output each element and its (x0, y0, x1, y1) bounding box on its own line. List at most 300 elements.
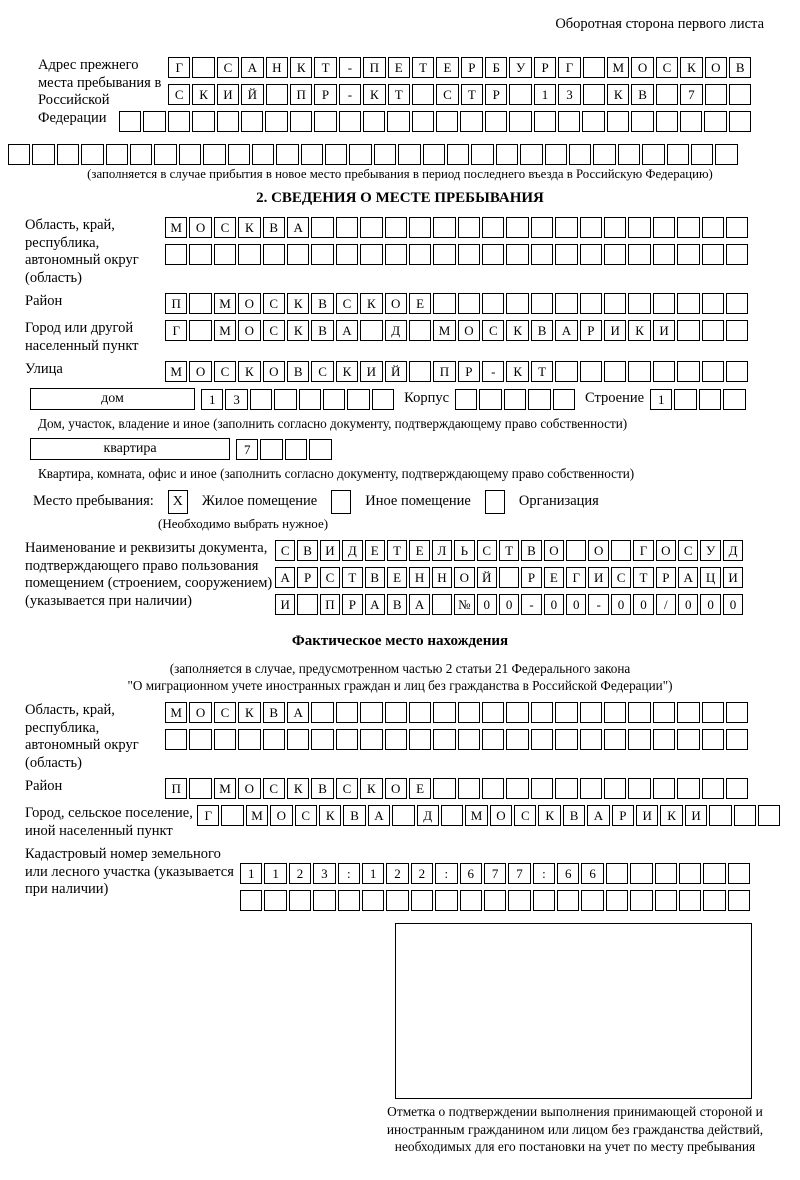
form-cell[interactable] (630, 890, 652, 911)
form-cell[interactable] (385, 244, 407, 265)
form-cell[interactable]: В (287, 361, 309, 382)
form-cell[interactable] (311, 244, 333, 265)
form-cell[interactable] (583, 84, 605, 105)
form-cell[interactable]: О (238, 320, 260, 341)
form-cell[interactable] (726, 293, 748, 314)
form-cell[interactable] (726, 361, 748, 382)
form-cell[interactable]: С (214, 702, 236, 723)
form-cell[interactable]: О (454, 567, 474, 588)
form-cell[interactable]: И (636, 805, 658, 826)
form-cell[interactable] (360, 320, 382, 341)
form-cell[interactable]: С (214, 361, 236, 382)
form-cell[interactable] (677, 293, 699, 314)
form-cell[interactable]: П (165, 293, 187, 314)
form-cell[interactable]: С (477, 540, 497, 561)
form-cell[interactable] (360, 217, 382, 238)
form-cell[interactable] (528, 389, 550, 410)
form-cell[interactable]: Т (387, 540, 407, 561)
form-cell[interactable] (433, 244, 455, 265)
form-cell[interactable]: С (678, 540, 698, 561)
form-cell[interactable]: К (506, 361, 528, 382)
form-cell[interactable]: М (214, 293, 236, 314)
form-cell[interactable] (214, 244, 236, 265)
form-cell[interactable] (362, 890, 384, 911)
form-cell[interactable]: И (320, 540, 340, 561)
form-cell[interactable] (458, 217, 480, 238)
form-cell[interactable]: У (509, 57, 531, 78)
form-cell[interactable] (263, 729, 285, 750)
form-cell[interactable] (580, 361, 602, 382)
form-cell[interactable] (531, 217, 553, 238)
form-cell[interactable] (412, 111, 434, 132)
form-cell[interactable] (496, 144, 518, 165)
form-cell[interactable]: 0 (723, 594, 743, 615)
form-cell[interactable] (409, 361, 431, 382)
form-cell[interactable] (214, 729, 236, 750)
form-cell[interactable]: Р (297, 567, 317, 588)
form-cell[interactable]: С (263, 320, 285, 341)
form-cell[interactable]: Л (432, 540, 452, 561)
form-cell[interactable] (479, 389, 501, 410)
form-cell[interactable]: О (189, 361, 211, 382)
form-cell[interactable]: В (521, 540, 541, 561)
form-cell[interactable]: 6 (581, 863, 603, 884)
form-cell[interactable] (460, 111, 482, 132)
form-cell[interactable]: - (588, 594, 608, 615)
form-cell[interactable] (506, 778, 528, 799)
form-cell[interactable]: К (290, 57, 312, 78)
form-cell[interactable] (471, 144, 493, 165)
form-cell[interactable]: С (611, 567, 631, 588)
form-cell[interactable]: Т (388, 84, 410, 105)
form-cell[interactable] (455, 389, 477, 410)
form-cell[interactable] (311, 702, 333, 723)
form-cell[interactable] (189, 320, 211, 341)
form-cell[interactable]: У (700, 540, 720, 561)
form-cell[interactable]: С (214, 217, 236, 238)
form-cell[interactable] (506, 729, 528, 750)
form-cell[interactable] (555, 778, 577, 799)
form-cell[interactable] (386, 890, 408, 911)
form-cell[interactable] (728, 890, 750, 911)
form-cell[interactable]: 6 (460, 863, 482, 884)
form-cell[interactable]: К (192, 84, 214, 105)
form-cell[interactable] (323, 389, 345, 410)
form-cell[interactable] (628, 702, 650, 723)
form-cell[interactable] (499, 567, 519, 588)
form-cell[interactable]: К (506, 320, 528, 341)
form-cell[interactable] (290, 111, 312, 132)
form-cell[interactable]: И (685, 805, 707, 826)
checkbox-org[interactable] (485, 490, 505, 514)
form-cell[interactable]: Р (458, 361, 480, 382)
form-cell[interactable]: В (311, 778, 333, 799)
form-cell[interactable] (580, 293, 602, 314)
form-cell[interactable]: Р (314, 84, 336, 105)
form-cell[interactable] (433, 217, 455, 238)
form-cell[interactable] (311, 729, 333, 750)
form-cell[interactable] (460, 890, 482, 911)
form-cell[interactable]: 1 (201, 389, 223, 410)
form-cell[interactable] (728, 863, 750, 884)
form-cell[interactable]: Р (521, 567, 541, 588)
form-cell[interactable] (655, 863, 677, 884)
form-cell[interactable] (679, 863, 701, 884)
form-cell[interactable] (653, 244, 675, 265)
form-cell[interactable] (580, 729, 602, 750)
form-cell[interactable] (628, 729, 650, 750)
form-cell[interactable] (555, 702, 577, 723)
form-cell[interactable]: 7 (680, 84, 702, 105)
form-cell[interactable]: П (433, 361, 455, 382)
form-cell[interactable] (723, 389, 745, 410)
form-cell[interactable] (287, 729, 309, 750)
form-cell[interactable] (433, 778, 455, 799)
form-cell[interactable] (531, 729, 553, 750)
form-cell[interactable]: Г (168, 57, 190, 78)
form-cell[interactable] (726, 320, 748, 341)
form-cell[interactable] (667, 144, 689, 165)
form-cell[interactable] (240, 890, 262, 911)
form-cell[interactable] (545, 144, 567, 165)
form-cell[interactable] (81, 144, 103, 165)
form-cell[interactable] (656, 84, 678, 105)
form-cell[interactable]: М (165, 702, 187, 723)
form-cell[interactable]: В (297, 540, 317, 561)
form-cell[interactable] (553, 389, 575, 410)
form-cell[interactable] (423, 144, 445, 165)
form-cell[interactable]: - (521, 594, 541, 615)
form-cell[interactable]: М (465, 805, 487, 826)
form-cell[interactable] (154, 144, 176, 165)
form-cell[interactable]: 1 (240, 863, 262, 884)
form-cell[interactable]: К (680, 57, 702, 78)
form-cell[interactable] (702, 293, 724, 314)
form-cell[interactable]: К (319, 805, 341, 826)
form-cell[interactable]: В (531, 320, 553, 341)
form-cell[interactable]: О (631, 57, 653, 78)
form-cell[interactable] (604, 217, 626, 238)
form-cell[interactable] (653, 217, 675, 238)
form-cell[interactable]: 7 (484, 863, 506, 884)
form-cell[interactable] (433, 702, 455, 723)
form-cell[interactable] (409, 729, 431, 750)
form-cell[interactable]: 0 (477, 594, 497, 615)
form-cell[interactable] (703, 863, 725, 884)
form-cell[interactable] (531, 244, 553, 265)
form-cell[interactable]: 0 (633, 594, 653, 615)
form-cell[interactable]: О (189, 217, 211, 238)
form-cell[interactable] (203, 144, 225, 165)
form-cell[interactable]: Т (342, 567, 362, 588)
form-cell[interactable]: Р (534, 57, 556, 78)
form-cell[interactable] (57, 144, 79, 165)
form-cell[interactable] (311, 217, 333, 238)
form-cell[interactable]: К (628, 320, 650, 341)
form-cell[interactable] (729, 84, 751, 105)
form-cell[interactable]: П (165, 778, 187, 799)
form-cell[interactable]: О (588, 540, 608, 561)
form-cell[interactable] (289, 890, 311, 911)
form-cell[interactable] (702, 217, 724, 238)
form-cell[interactable]: : (435, 863, 457, 884)
form-cell[interactable] (441, 805, 463, 826)
form-cell[interactable]: Т (499, 540, 519, 561)
form-cell[interactable]: О (263, 361, 285, 382)
form-cell[interactable] (241, 111, 263, 132)
form-cell[interactable]: А (241, 57, 263, 78)
form-cell[interactable] (555, 361, 577, 382)
form-cell[interactable] (653, 729, 675, 750)
form-cell[interactable]: К (360, 293, 382, 314)
form-cell[interactable]: С (656, 57, 678, 78)
form-cell[interactable] (628, 361, 650, 382)
form-cell[interactable] (360, 729, 382, 750)
form-cell[interactable]: 3 (558, 84, 580, 105)
form-cell[interactable]: М (246, 805, 268, 826)
form-cell[interactable] (506, 293, 528, 314)
form-cell[interactable] (436, 111, 458, 132)
form-cell[interactable]: В (263, 217, 285, 238)
form-cell[interactable] (398, 144, 420, 165)
form-cell[interactable]: Р (612, 805, 634, 826)
form-cell[interactable] (642, 144, 664, 165)
form-cell[interactable] (555, 244, 577, 265)
form-cell[interactable]: К (238, 361, 260, 382)
form-cell[interactable] (726, 702, 748, 723)
form-cell[interactable] (482, 244, 504, 265)
form-cell[interactable]: 1 (264, 863, 286, 884)
form-cell[interactable]: Е (365, 540, 385, 561)
form-cell[interactable]: К (363, 84, 385, 105)
form-cell[interactable] (189, 729, 211, 750)
form-cell[interactable] (165, 729, 187, 750)
form-cell[interactable]: И (217, 84, 239, 105)
form-cell[interactable]: К (287, 778, 309, 799)
form-cell[interactable]: Ц (700, 567, 720, 588)
form-cell[interactable]: 3 (225, 389, 247, 410)
form-cell[interactable] (217, 111, 239, 132)
form-cell[interactable] (704, 111, 726, 132)
form-cell[interactable] (106, 144, 128, 165)
form-cell[interactable] (409, 244, 431, 265)
form-cell[interactable]: И (275, 594, 295, 615)
form-cell[interactable]: О (705, 57, 727, 78)
form-cell[interactable]: 1 (362, 863, 384, 884)
form-cell[interactable] (726, 217, 748, 238)
form-cell[interactable]: 1 (650, 389, 672, 410)
form-cell[interactable]: 0 (678, 594, 698, 615)
form-cell[interactable]: С (336, 293, 358, 314)
form-cell[interactable]: В (365, 567, 385, 588)
form-cell[interactable]: 3 (313, 863, 335, 884)
form-cell[interactable] (628, 293, 650, 314)
form-cell[interactable] (392, 805, 414, 826)
form-cell[interactable]: В (311, 293, 333, 314)
form-cell[interactable]: Р (656, 567, 676, 588)
form-cell[interactable] (630, 863, 652, 884)
form-cell[interactable] (299, 389, 321, 410)
form-cell[interactable] (385, 702, 407, 723)
form-cell[interactable] (301, 144, 323, 165)
form-cell[interactable]: В (311, 320, 333, 341)
form-cell[interactable] (482, 217, 504, 238)
form-cell[interactable] (274, 389, 296, 410)
form-cell[interactable] (533, 890, 555, 911)
form-cell[interactable] (702, 320, 724, 341)
form-cell[interactable] (702, 729, 724, 750)
form-cell[interactable] (653, 778, 675, 799)
form-cell[interactable] (189, 293, 211, 314)
form-cell[interactable] (168, 111, 190, 132)
form-cell[interactable] (604, 244, 626, 265)
form-cell[interactable] (285, 439, 307, 460)
form-cell[interactable] (656, 111, 678, 132)
form-cell[interactable]: 2 (289, 863, 311, 884)
form-cell[interactable]: Н (432, 567, 452, 588)
form-cell[interactable]: В (343, 805, 365, 826)
checkbox-inoe[interactable] (331, 490, 351, 514)
form-cell[interactable] (260, 439, 282, 460)
form-cell[interactable] (702, 778, 724, 799)
form-cell[interactable] (604, 729, 626, 750)
form-cell[interactable]: С (436, 84, 458, 105)
form-cell[interactable] (702, 702, 724, 723)
form-cell[interactable] (412, 84, 434, 105)
form-cell[interactable] (558, 111, 580, 132)
form-cell[interactable] (336, 244, 358, 265)
form-cell[interactable]: Г (558, 57, 580, 78)
form-cell[interactable]: Р (461, 57, 483, 78)
form-cell[interactable] (360, 702, 382, 723)
form-cell[interactable] (360, 244, 382, 265)
form-cell[interactable] (726, 729, 748, 750)
form-cell[interactable] (411, 890, 433, 911)
form-cell[interactable] (703, 890, 725, 911)
form-cell[interactable] (702, 361, 724, 382)
form-cell[interactable] (653, 293, 675, 314)
form-cell[interactable]: О (189, 702, 211, 723)
form-cell[interactable]: 2 (411, 863, 433, 884)
form-cell[interactable]: О (238, 293, 260, 314)
form-cell[interactable]: О (270, 805, 292, 826)
form-cell[interactable]: / (656, 594, 676, 615)
form-cell[interactable] (582, 111, 604, 132)
form-cell[interactable] (557, 890, 579, 911)
form-cell[interactable]: Т (633, 567, 653, 588)
form-cell[interactable] (179, 144, 201, 165)
form-cell[interactable]: Р (342, 594, 362, 615)
form-cell[interactable]: Г (566, 567, 586, 588)
form-cell[interactable] (504, 389, 526, 410)
form-cell[interactable]: А (555, 320, 577, 341)
form-cell[interactable] (189, 244, 211, 265)
form-cell[interactable]: В (631, 84, 653, 105)
form-cell[interactable]: С (514, 805, 536, 826)
form-cell[interactable]: : (338, 863, 360, 884)
form-cell[interactable]: Д (342, 540, 362, 561)
form-cell[interactable]: П (290, 84, 312, 105)
form-cell[interactable]: С (275, 540, 295, 561)
form-cell[interactable] (534, 111, 556, 132)
form-cell[interactable]: Й (241, 84, 263, 105)
form-cell[interactable] (628, 244, 650, 265)
form-cell[interactable] (653, 361, 675, 382)
form-cell[interactable] (679, 890, 701, 911)
form-cell[interactable]: Т (531, 361, 553, 382)
form-cell[interactable]: К (336, 361, 358, 382)
form-cell[interactable] (482, 778, 504, 799)
form-cell[interactable] (313, 890, 335, 911)
form-cell[interactable] (677, 361, 699, 382)
form-cell[interactable] (458, 729, 480, 750)
form-cell[interactable] (387, 111, 409, 132)
form-cell[interactable] (432, 594, 452, 615)
form-cell[interactable] (263, 244, 285, 265)
form-cell[interactable] (555, 293, 577, 314)
form-cell[interactable]: 7 (236, 439, 258, 460)
form-cell[interactable] (655, 890, 677, 911)
form-cell[interactable]: : (533, 863, 555, 884)
form-cell[interactable]: П (363, 57, 385, 78)
form-cell[interactable] (266, 84, 288, 105)
form-cell[interactable]: С (168, 84, 190, 105)
form-cell[interactable]: М (433, 320, 455, 341)
form-cell[interactable]: С (217, 57, 239, 78)
form-cell[interactable] (250, 389, 272, 410)
form-cell[interactable]: И (653, 320, 675, 341)
form-cell[interactable]: Е (409, 540, 429, 561)
form-cell[interactable]: С (263, 293, 285, 314)
form-cell[interactable]: Б (485, 57, 507, 78)
form-cell[interactable] (607, 111, 629, 132)
form-cell[interactable] (726, 778, 748, 799)
form-cell[interactable]: Е (436, 57, 458, 78)
form-cell[interactable] (506, 244, 528, 265)
form-cell[interactable] (677, 244, 699, 265)
form-cell[interactable] (385, 729, 407, 750)
form-cell[interactable]: Т (412, 57, 434, 78)
form-cell[interactable]: С (482, 320, 504, 341)
form-cell[interactable]: Р (485, 84, 507, 105)
form-cell[interactable] (8, 144, 30, 165)
form-cell[interactable]: К (287, 293, 309, 314)
form-cell[interactable] (506, 217, 528, 238)
form-cell[interactable] (604, 293, 626, 314)
form-cell[interactable]: О (490, 805, 512, 826)
form-cell[interactable]: О (238, 778, 260, 799)
form-cell[interactable] (143, 111, 165, 132)
form-cell[interactable] (264, 890, 286, 911)
form-cell[interactable] (482, 293, 504, 314)
form-cell[interactable] (734, 805, 756, 826)
form-cell[interactable]: А (275, 567, 295, 588)
form-cell[interactable] (531, 702, 553, 723)
form-cell[interactable]: К (238, 217, 260, 238)
form-cell[interactable] (458, 244, 480, 265)
form-cell[interactable] (508, 890, 530, 911)
form-cell[interactable]: Й (477, 567, 497, 588)
form-cell[interactable]: Е (544, 567, 564, 588)
form-cell[interactable] (677, 320, 699, 341)
form-cell[interactable]: И (588, 567, 608, 588)
form-cell[interactable] (593, 144, 615, 165)
form-cell[interactable] (509, 84, 531, 105)
form-cell[interactable] (409, 217, 431, 238)
form-cell[interactable]: И (723, 567, 743, 588)
form-cell[interactable]: 0 (611, 594, 631, 615)
form-cell[interactable]: О (385, 293, 407, 314)
